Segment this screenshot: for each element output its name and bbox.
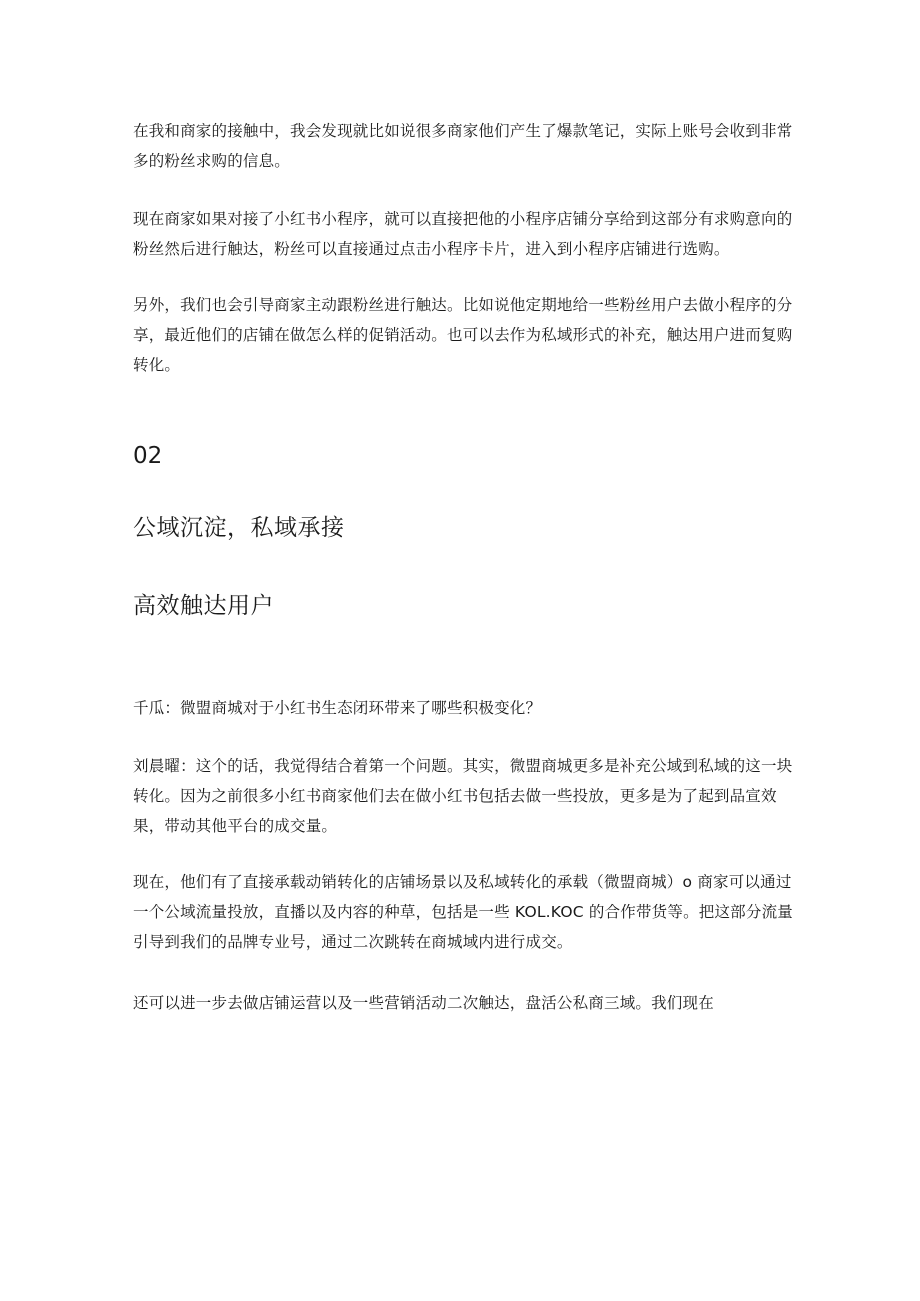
section-subtitle: 高效触达用户: [133, 593, 274, 619]
paragraph-question: 千瓜：微盟商城对于小红书生态闭环带来了哪些积极变化？: [133, 699, 542, 717]
paragraph-answer-store-scene: 现在，他们有了直接承载动销转化的店铺场景以及私域转化的承载（微盟商城）o 商家可以通过一个公域流量投放，直播以及内容的种草，包括是一些 KOL.KOC 的合作带货等。把这部分流量引导到我们的品牌专业号，通过二次跳转在商城域内进行成交。: [133, 873, 793, 951]
paragraph-active-outreach: 另外，我们也会引导商家主动跟粉丝进行触达。比如说他定期地给一些粉丝用户去做小程序的分享，最近他们的店铺在做怎么样的促销活动。也可以去作为私域形式的补充，触达用户进而复购转化。: [133, 296, 793, 374]
paragraph-answer-intro: 刘晨曜：这个的话，我觉得结合着第一个问题。其实，微盟商城更多是补充公域到私域的这一块转化。因为之前很多小红书商家他们去在做小红书包括去做一些投放，更多是为了起到品宣效果，带动其他平台的成交量。: [133, 757, 793, 835]
section-title: 公域沉淀，私域承接: [133, 515, 345, 541]
paragraph-mini-program-share: 现在商家如果对接了小红书小程序，就可以直接把他的小程序店铺分享给到这部分有求购意向的粉丝然后进行触达，粉丝可以直接通过点击小程序卡片，进入到小程序店铺进行选购。: [133, 210, 793, 258]
paragraph-merchant-contact: 在我和商家的接触中，我会发现就比如说很多商家他们产生了爆款笔记，实际上账号会收到非常多的粉丝求购的信息。: [133, 122, 793, 170]
section-number: 02: [133, 443, 163, 469]
paragraph-answer-operations: 还可以进一步去做店铺运营以及一些营销活动二次触达，盘活公私商三域。我们现在: [133, 994, 714, 1012]
